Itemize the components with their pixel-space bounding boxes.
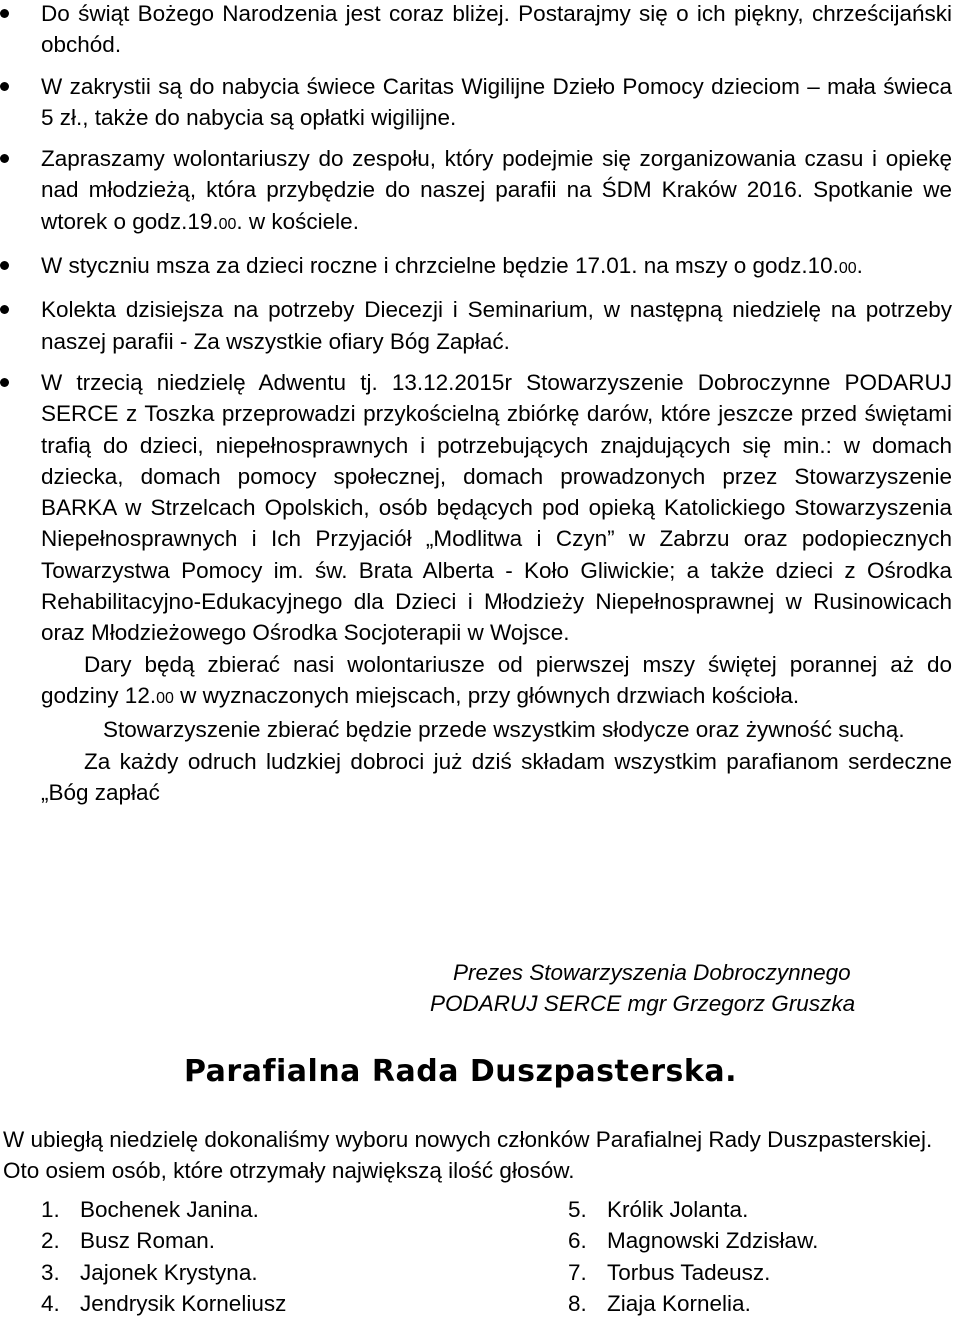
member-item: 5. Królik Jolanta. (568, 1197, 749, 1222)
members-column-right (568, 1194, 818, 1319)
bullet-icon (0, 82, 9, 91)
announcement-text: W trzecią niedzielę Adwentu tj. 13.12.2015r Stowarzyszenie Dobroczynne PODARUJ SERCE z Toszka przeprowadzi przykościelną zbiórkę darów, które jeszcze przed świętami trafią do dzieci, niepełnosprawnych i potrzebujących znajdujących się min.: w domach dziecka, domach pomocy społecznej, domach prowadzonych przez Stowarzyszenie BARKA w Strzelcach Opolskich, osób będących pod opieką Katolickiego Stowarzyszenia Niepełnosprawnych i Ich Przyjaciół „Modlitwa i Czyn” w Zabrzu oraz podopiecznych Towarzystwa Pomocy im. św. Brata Alberta - Koło Gliwickie; a także dzieci z Ośrodka Rehabilitacyjno-Edukacyjnego dla Dzieci i Młodzieży Niepełnosprawnej w Rusinowicach oraz Młodzieżowego Ośrodka Socjoterapii w Wojsce. (41, 369, 952, 646)
bullet-icon (0, 378, 9, 387)
member-item: 3. Jajonek Krystyna. (41, 1259, 258, 1285)
member-item: 2. Busz Roman. (41, 1228, 216, 1254)
bullet-icon (0, 305, 9, 314)
announcement-item (0, 294, 960, 357)
announcement-item (0, 0, 960, 61)
announcement-item (0, 143, 960, 240)
member-item: 7. Torbus Tadeusz. (568, 1259, 771, 1285)
member-item: 4. Jendrysik Korneliusz (41, 1290, 287, 1316)
bullet-icon (0, 9, 9, 18)
council-intro: W ubiegłą niedzielę dokonaliśmy wyboru nowych członków Parafialnej Rady Duszpasterskiej. Oto osiem osób, które otrzymały największą ilość głosów. (3, 1127, 933, 1183)
announcement-text: Zapraszamy wolontariuszy do zespołu, który podejmie się zorganizowania czasu i opiekę nad młodzieżą, która przybędzie do naszej parafii na ŚDM Kraków 2016. Spotkanie we wtorek o godz.19.00. w kościele. (41, 146, 952, 234)
council-heading: Parafialna Rada Duszpasterska. (184, 1054, 737, 1089)
signature-line-2: PODARUJ SERCE mgr Grzegorz Gruszka (430, 991, 856, 1016)
announcement-text: W zakrystii są do nabycia świece Caritas Wigilijne Dzieło Pomocy dzieciom – mała świeca 5 zł., także do nabycia są opłatki wigilijne. (41, 73, 952, 130)
bullet-icon (0, 154, 9, 163)
member-item: 8. Ziaja Kornelia. (568, 1290, 751, 1316)
announcement-text: W styczniu msza za dzieci roczne i chrzcielne będzie 17.01. na mszy o godz.10.00. (41, 253, 863, 279)
thanks-paragraph: Za każdy odruch ludzkiej dobroci już dziś składam wszystkim parafianom serdeczne „Bóg zapłać (41, 748, 952, 805)
announcement-item (0, 250, 960, 284)
announcement-item (0, 71, 960, 134)
donation-times-paragraph: Dary będą zbierać nasi wolontariusze od pierwszej mszy świętej porannej aż do godziny 12.00 w wyznaczonych miejscach, przy głównych drzwiach kościoła. (41, 651, 952, 708)
bullet-icon (0, 261, 9, 270)
signature-line-1: Prezes Stowarzyszenia Dobroczynnego (453, 960, 851, 985)
member-item: 6. Magnowski Zdzisław. (568, 1228, 819, 1254)
announcement-item (0, 367, 960, 808)
announcement-text: Kolekta dzisiejsza na potrzeby Diecezji i Seminarium, w następną niedzielę na potrzeby naszej parafii - Za wszystkie ofiary Bóg Zapłać. (41, 297, 952, 354)
member-item: 1. Bochenek Janina. (41, 1197, 259, 1222)
announcement-text: Do świąt Bożego Narodzenia jest coraz bliżej. Postarajmy się o ich piękny, chrześcijański obchód. (41, 1, 952, 58)
association-paragraph: Stowarzyszenie zbierać będzie przede wszystkim słodycze oraz żywność suchą. (103, 717, 905, 743)
members-column-left (41, 1194, 286, 1319)
